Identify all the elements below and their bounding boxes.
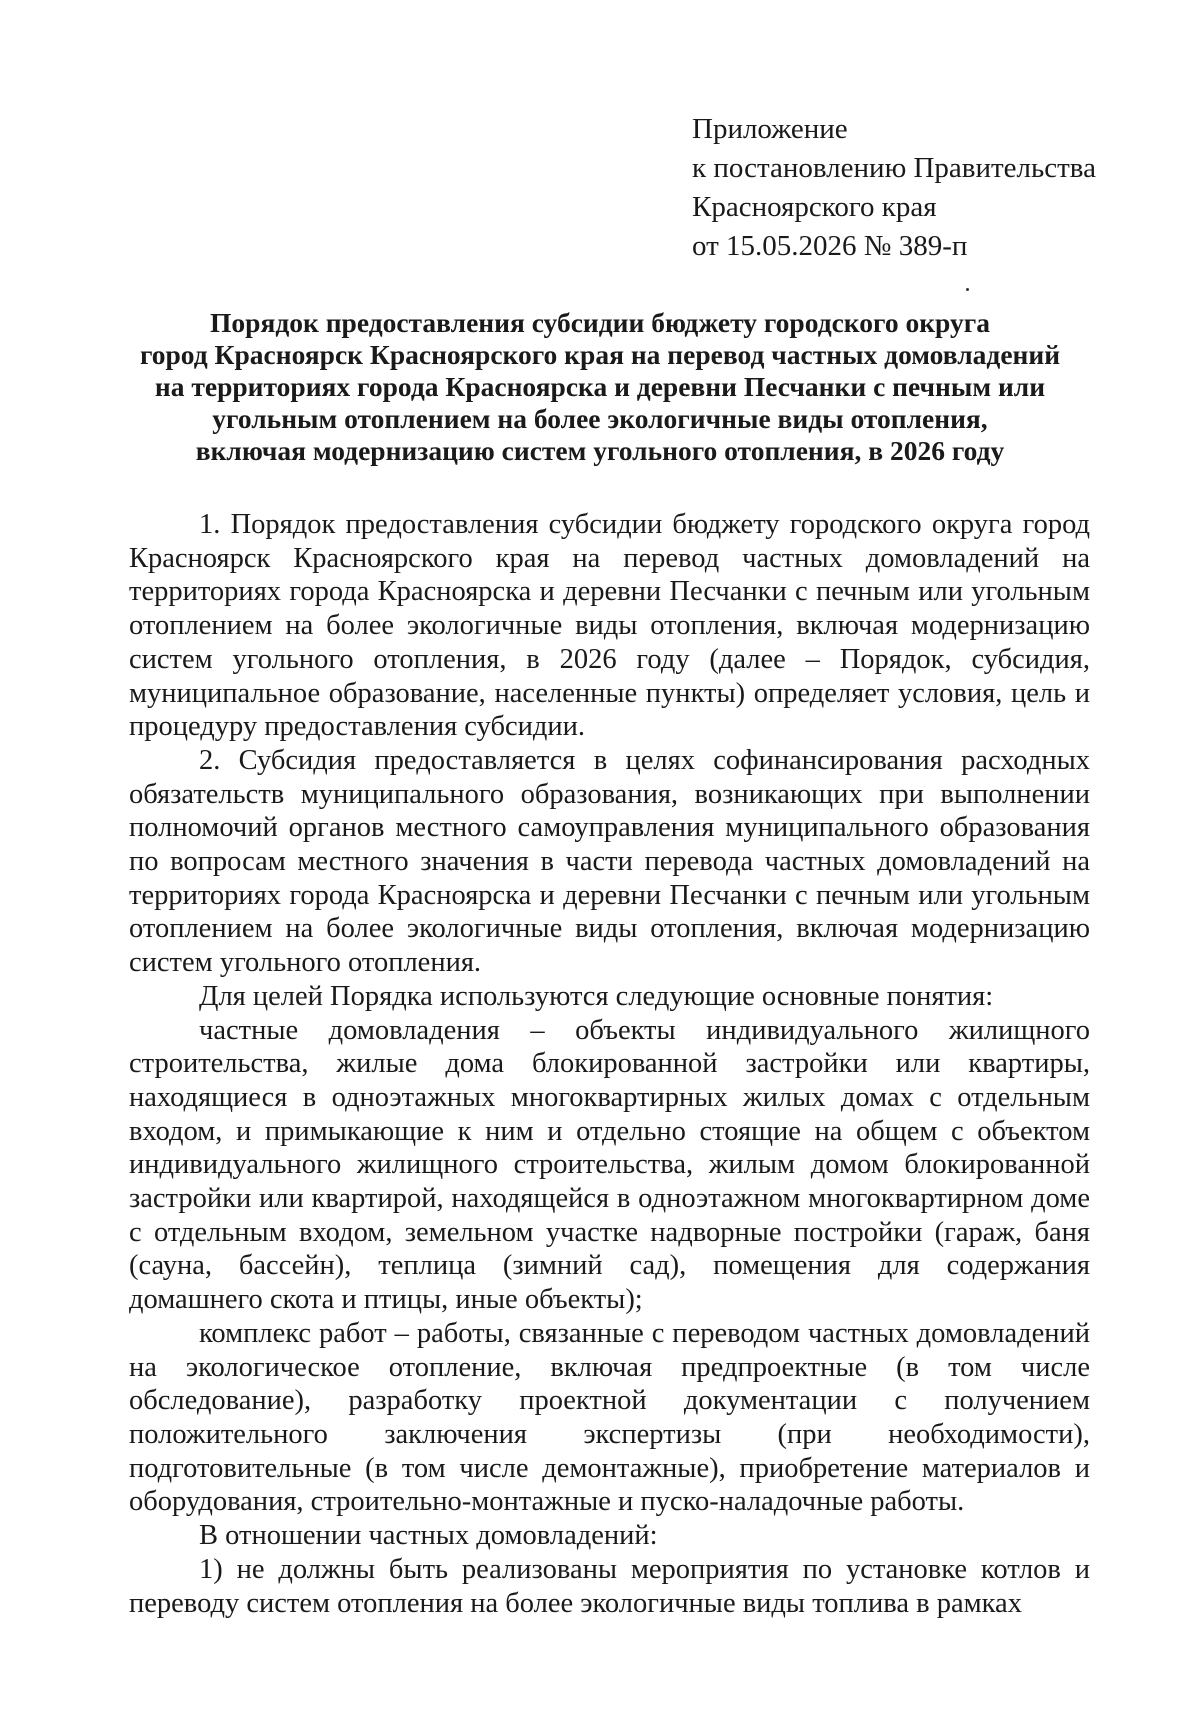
paragraph-4: частные домовладения – объекты индивидуального жилищного строительства, жилые дома блокированной застройки или квартиры, находящиеся в одноэтажных многоквартирных жилых домах с отдельным входом, и примыкающие к ним и отдельно стоящие на общем с объектом индивидуального жилищного строительства, жилым домом блокированной застройки или квартирой, находящейся в одноэтажном многоквартирном доме с отдельным входом, земельном участке надворные постройки (гараж, баня (сауна, бассейн), теплица (зимний сад), помещения для содержания домашнего скота и птицы, иные объекты); [129,1014,1090,1316]
paragraph-7: 1) не должны быть реализованы мероприятия по установке котлов и переводу систем отопления на более экологичные виды топлива в рамках [129,1553,1090,1619]
appendix-line-2: к постановлению Правительства [692,152,1096,184]
document-title [100,307,1100,467]
paragraph-6: В отношении частных домовладений: [199,1520,658,1552]
title-line-1: Порядок предоставления субсидии бюджету городского округа [210,307,990,338]
paragraph-5: комплекс работ – работы, связанные с переводом частных домовладений на экологическое отопление, включая предпроектные (в том числе обследование), разработку проектной документации с получением положительного заключения экспертизы (при необходимости), подготовительные (в том числе демонтажные), приобретение материалов и оборудования, строительно-монтажные и пуско-наладочные работы. [129,1317,1090,1518]
appendix-line-3: Красноярского края [692,191,937,223]
title-line-4: угольным отоплением на более экологичные виды отопления, [212,403,988,434]
scan-speck [966,288,969,291]
paragraph-2: 2. Субсидия предоставляется в целях софинансирования расходных обязательств муниципального образования, возникающих при выполнении полномочий органов местного самоуправления муниципального образования по вопросам местного значения в части перевода частных домовладений на территориях города Красноярска и деревни Песчанки с печным или угольным отоплением на более экологичные виды отопления, включая модернизацию систем угольного отопления. [129,744,1090,979]
title-line-2: город Красноярск Красноярского края на перевод частных домовладений [139,339,1061,370]
paragraph-1: 1. Порядок предоставления субсидии бюджету городского округа город Красноярск Красноярского края на перевод частных домовладений на территориях города Красноярска и деревни Песчанки с печным или угольным отоплением на более экологичные виды отопления, включая модернизацию систем угольного отопления, в 2026 году (далее – Порядок, субсидия, муниципальное образование, населенные пункты) определяет условия, цель и процедуру предоставления субсидии. [129,509,1090,743]
document-body [129,508,1090,1620]
title-line-5: включая модернизацию систем угольного отопления, в 2026 году [195,435,1005,466]
appendix-line-1: Приложение [692,113,848,145]
title-line-3: на территориях города Красноярска и деревни Песчанки с печным или [154,371,1046,402]
paragraph-3: Для целей Порядка используются следующие основные понятия: [199,980,994,1012]
appendix-line-4: от 15.05.2026 № 389-п [692,230,968,262]
appendix-block [692,110,1096,266]
